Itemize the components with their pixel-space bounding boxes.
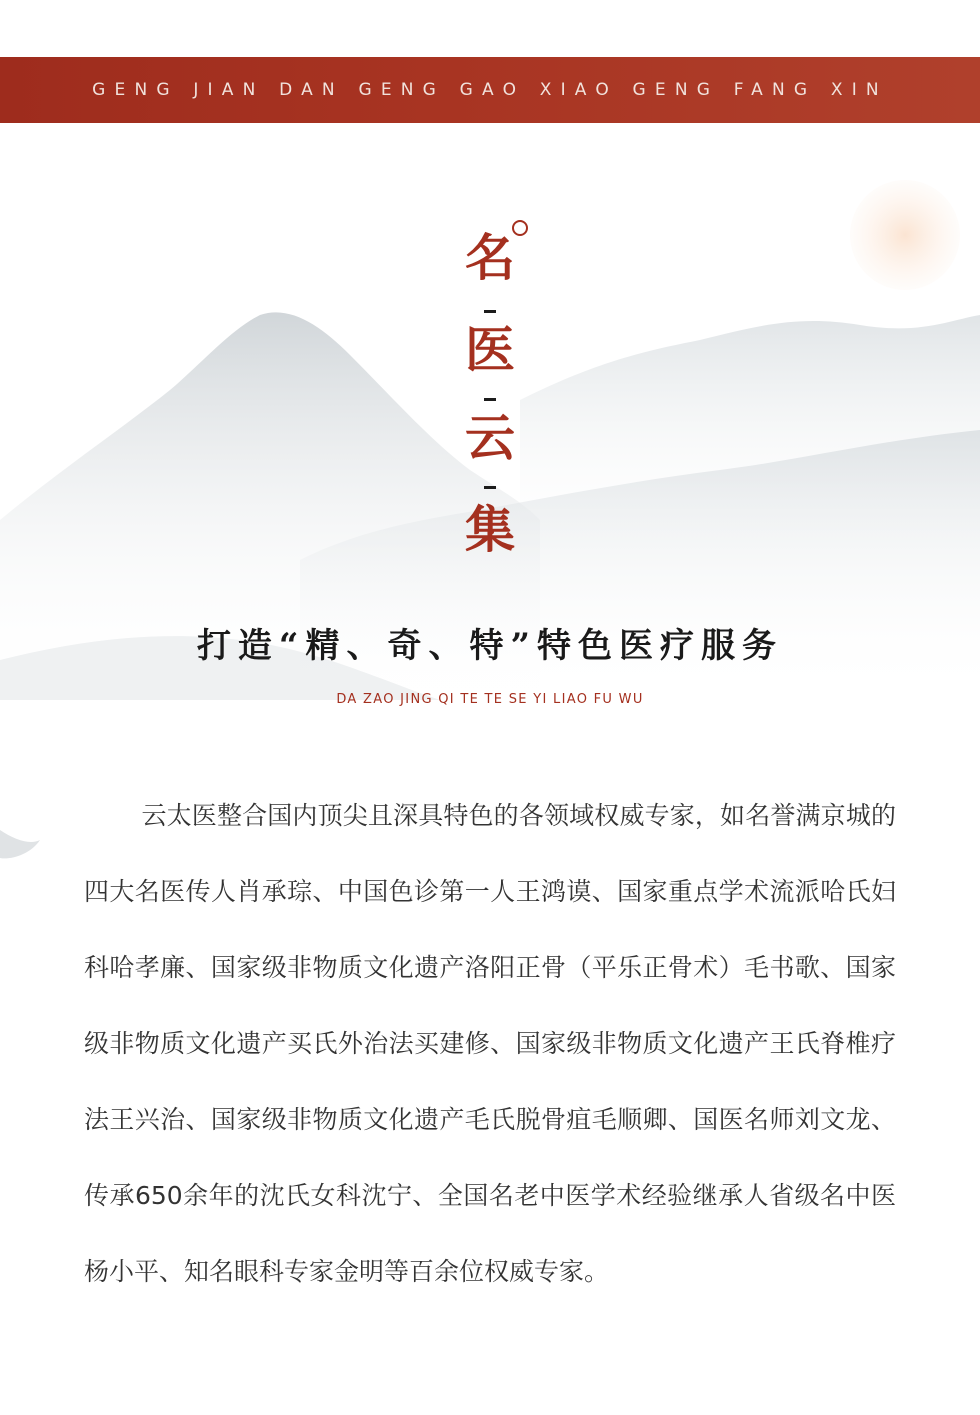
title-divider-3 <box>484 486 496 489</box>
boat-shape <box>0 830 40 858</box>
title-divider-1 <box>484 310 496 313</box>
title-char-4: 集 <box>465 500 515 559</box>
title-divider-2 <box>484 398 496 401</box>
title-char-1: 名 <box>465 228 515 287</box>
vertical-title <box>440 220 540 590</box>
subtitle-pinyin: DA ZAO JING QI TE TE SE YI LIAO FU WU <box>336 692 644 707</box>
intro-paragraph: 云太医整合国内顶尖且深具特色的各领域权威专家，如名誉满京城的四大名医传人肖承琮、中国色诊第一人王鸿谟、国家重点学术流派哈氏妇科哈孝廉、国家级非物质文化遗产洛阳正骨（平乐正骨术）毛书歌、国家级非物质文化遗产买氏外治法买建修、国家级非物质文化遗产王氏脊椎疗法王兴治、国家级非物质文化遗产毛氏脱骨疽毛顺卿、国医名师刘文龙、传承650余年的沈氏女科沈宁、全国名老中医学术经验继承人省级名中医杨小平、知名眼科专家金明等百余位权威专家。 <box>84 801 896 1286</box>
sun-shape <box>850 180 960 290</box>
title-char-3: 云 <box>465 408 515 467</box>
title-char-2: 医 <box>465 320 515 379</box>
top-banner <box>0 57 980 123</box>
section-subtitle: 打造“精、奇、特”特色医疗服务 <box>196 626 784 666</box>
banner-slogan: GENG JIAN DAN GENG GAO XIAO GENG FANG XIN <box>92 80 888 100</box>
